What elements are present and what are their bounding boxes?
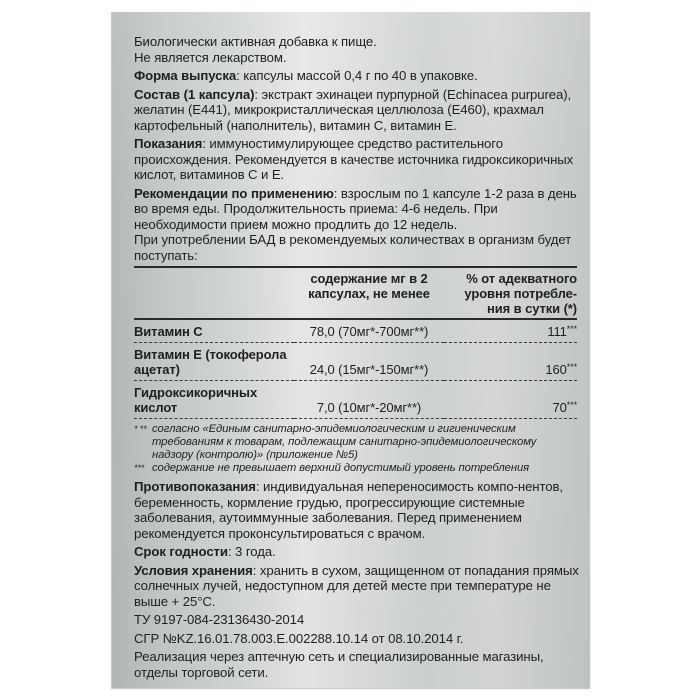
contraindications-label: Противопоказания	[134, 479, 256, 494]
form-section	[134, 68, 579, 84]
footnote-text: согласно «Единым санитарно-эпидемиологическим и гигиеническим требованиям к товарам, подлежащим санитарно-эпидемиологическому надзору (контролю)» (приложение №5)	[152, 423, 537, 461]
recommendations-label: Рекомендации по применению	[134, 185, 334, 201]
intro-line-2: Не является лекарством.	[134, 49, 287, 65]
row-amount: 78,0 (70мг*-700мг**)	[309, 324, 429, 339]
row-name: Гидроксикоричных кислот	[134, 385, 258, 415]
footnotes	[134, 423, 579, 475]
header-amount: содержание мг в 2 капсулах, не менее	[308, 271, 430, 301]
contraindications-text: : индивидуальная непереносимость компо-нентов, беременность, кормление грудью, прогрессирующие системные заболевания, аутоиммунные заболевания. Перед применением рекомендуется проконсультироваться с врачом.	[134, 479, 563, 541]
intake-intro: При употреблении БАД в рекомендуемых количествах в организм будет поступать:	[134, 232, 572, 263]
row-name: Витамин Е (токоферола ацетат)	[134, 347, 287, 377]
recommendations-section	[134, 186, 579, 233]
shelf-life-text: : 3 года.	[227, 544, 276, 559]
composition-section	[134, 87, 579, 134]
row-percent: 70***	[552, 400, 577, 415]
footnote-mark: ***	[134, 463, 145, 473]
shelf-life-section	[134, 544, 579, 560]
contraindications-section	[134, 479, 579, 541]
table-row	[134, 343, 577, 381]
form-text: : капсулы массой 0,4 г по 40 в упаковке.	[236, 68, 478, 83]
indications-section	[134, 136, 579, 183]
intro-line-1: Биологически активная добавка к пище.	[134, 34, 377, 49]
label-content	[134, 34, 579, 683]
table-header-row	[134, 267, 577, 319]
form-label: Форма выпуска	[134, 68, 237, 83]
package-label-panel	[111, 12, 590, 688]
composition-label: Состав (1 капсула)	[134, 86, 255, 102]
composition-text: : экстракт эхинацеи пурпурной (Echinacea purpurea), желатин (Е441), микрокристаллическая целлюлоза (Е460), крахмал картофельный (наполнитель), витамин С, витамин Е.	[134, 86, 572, 133]
table-row	[134, 319, 577, 343]
tu-line: ТУ 9197-084-23136430-2014	[134, 612, 305, 627]
header-name	[134, 267, 294, 319]
recommendations-text: : взрослым по 1 капсуле 1-2 раза в день во время еды. Продолжительность приема: 4-6 недель. При необходимости прием можно продлить до 12 недель.	[134, 185, 577, 232]
distribution-text: Реализация через аптечную сеть и специализированные магазины, отделы торговой сети.	[134, 649, 544, 680]
header-percent: % от адекватного уровня потребле-ния в сутки (*)	[464, 271, 577, 316]
row-percent: 160***	[545, 362, 577, 377]
footnote	[134, 423, 579, 462]
indications-label: Показания	[134, 136, 203, 151]
nutrition-table	[134, 266, 577, 419]
storage-text: : хранить в сухом, защищенном от попадания прямых солнечных лучей, недоступном для детей месте при температуре не выше + 25°С.	[134, 562, 579, 609]
footnote-mark: * **	[134, 424, 147, 434]
row-percent: 111***	[547, 324, 577, 339]
footnote	[134, 462, 579, 475]
storage-label: Условия хранения	[134, 562, 253, 578]
table-row	[134, 381, 577, 419]
shelf-life-label: Срок годности	[134, 544, 228, 559]
indications-text: : иммуностимулирующее средство растительного происхождения. Рекомендуется в качестве источника гидроксикоричных кислот, витаминов С и Е.	[134, 136, 574, 182]
row-name: Витамин С	[134, 324, 203, 339]
footnote-text: содержание не превышает верхний допустимый уровень потребления	[152, 462, 530, 474]
row-amount: 24,0 (15мг*-150мг**)	[309, 362, 429, 377]
storage-section	[134, 563, 579, 610]
sgr-line: СГР №KZ.16.01.78.003.Е.002288.10.14 от 08.10.2014 г.	[134, 630, 464, 646]
row-amount: 7,0 (10мг*-20мг**)	[316, 400, 422, 415]
